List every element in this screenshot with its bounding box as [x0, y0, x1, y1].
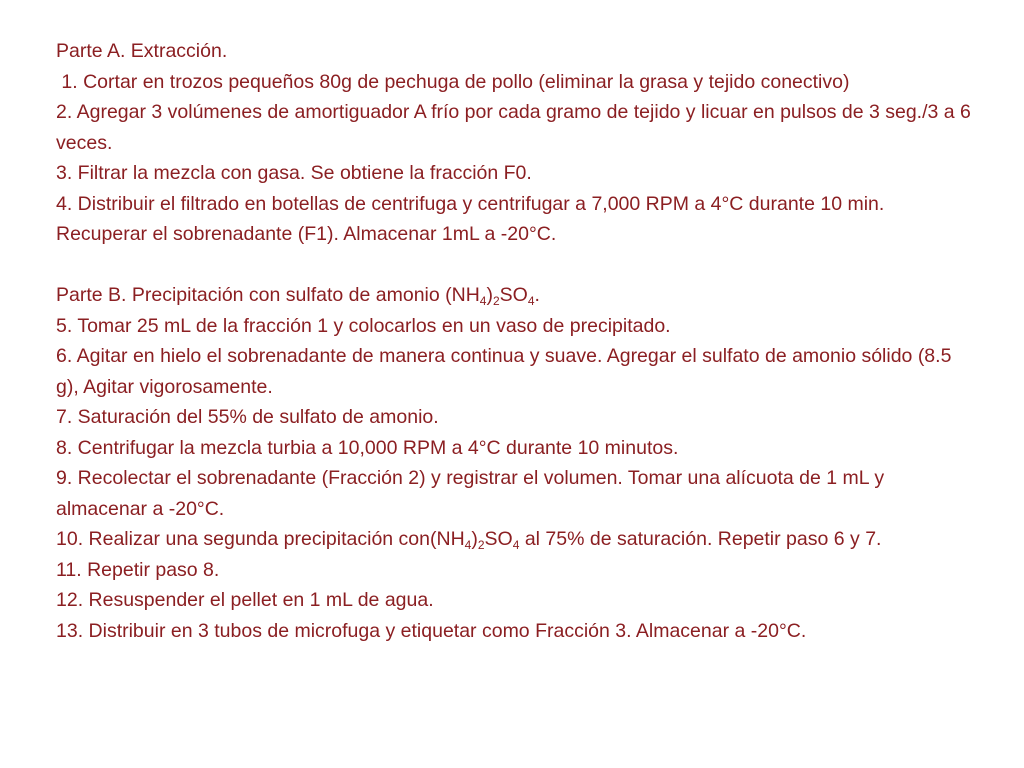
step-10: 10. Realizar una segunda precipitación $con(NH_4)_2SO_4$ al 75% de saturación. Repetir paso 6 y 7.: [56, 528, 882, 552]
step-13: 13. Distribuir en 3 tubos de microfuga y etiquetar como Fracción 3. Almacenar a -20°C.: [56, 619, 807, 642]
step-5: 5. Tomar 25 mL de la fracción 1 y colocarlos en un vaso de precipitado.: [56, 314, 671, 337]
step-9: 9. Recolectar el sobrenadante (Fracción 2) y registrar el volumen. Tomar una alícuota de 1 mL y almacenar a -20°C.: [56, 467, 890, 520]
step-6: 6. Agitar en hielo el sobrenadante de manera continua y suave. Agregar el sulfato de amonio sólido (8.5 g), Agitar vigorosamente.: [56, 345, 957, 398]
step-8: 8. Centrifugar la mezcla turbia a 10,000 RPM a 4°C durante 10 minutos.: [56, 436, 679, 459]
part-a-heading: Parte A. Extracción.: [56, 40, 228, 62]
protocol-text: [56, 36, 976, 646]
step-4: 4. Distribuir el filtrado en botellas de centrifuga y centrifugar a 7,000 RPM a 4°C durante 10 min. Recuperar el sobrenadante (F1). Almacenar 1mL a -20°C.: [56, 192, 890, 245]
section-gap: [56, 250, 976, 281]
step-2: 2. Agregar 3 volúmenes de amortiguador A frío por cada gramo de tejido y licuar en pulsos de 3 seg./3 a 6 veces.: [56, 101, 977, 154]
step-1: 1. Cortar en trozos pequeños 80g de pechuga de pollo (eliminar la grasa y tejido conectivo): [56, 70, 850, 93]
step-3: 3. Filtrar la mezcla con gasa. Se obtiene la fracción F0.: [56, 162, 532, 184]
step-12: 12. Resuspender el pellet en 1 mL de agua.: [56, 589, 434, 611]
part-b-heading: Parte B. Precipitación con sulfato de amonio $(NH_4)_2SO_4$.: [56, 284, 540, 308]
step-7: 7. Saturación del 55% de sulfato de amonio.: [56, 406, 439, 428]
step-11: 11. Repetir paso 8.: [56, 558, 220, 581]
